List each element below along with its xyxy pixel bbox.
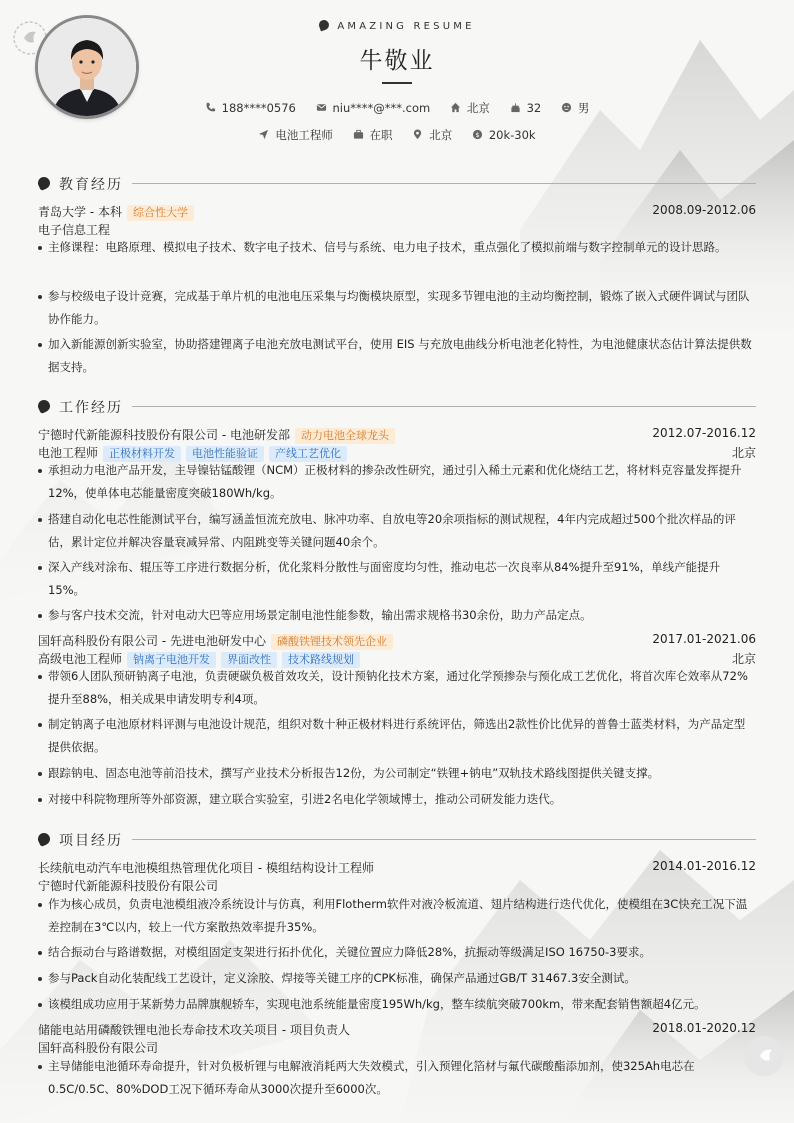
company-tag: 磷酸铁锂技术领先企业 [271,634,393,650]
status-item: 在职 [353,127,393,143]
section-divider [132,183,756,184]
svg-text:$: $ [475,130,480,139]
section-divider [132,839,756,840]
skill-tag: 界面改性 [221,652,277,668]
face-icon [561,102,572,113]
ink-blot-icon [36,831,52,847]
gender-item: 男 [561,100,590,116]
list-item: 参与Pack自动化装配线工艺设计，定义涂胶、焊接等关键工序的CPK标准，确保产品通过GB/T 31467.3安全测试。 [38,967,756,990]
education-section-header: 教育经历 [38,174,756,194]
location-icon [412,129,423,140]
job-city: 北京 [731,652,756,666]
phone-item: 188****0576 [205,101,296,115]
job-heading: 宁德时代新能源科技股份有限公司 - 电池研发部 动力电池全球龙头 2012.07-2016.12 [38,426,756,442]
mail-icon [316,102,327,113]
list-item: 该模组成功应用于某新势力品牌旗舰轿车，实现电池系统能量密度195Wh/kg，整车续航突破700km，带来配套销售额超4亿元。 [38,993,756,1016]
position-item: 电池工程师 [258,127,333,143]
education-period: 2008.09-2012.06 [652,203,756,217]
project-company: 宁德时代新能源科技股份有限公司 [38,879,219,893]
list-item: 参与客户技术交流，针对电动大巴等应用场景定制电池性能参数，输出需求规格书30余份，助力产品定点。 [38,604,756,627]
intent-city-item: 北京 [412,127,452,143]
name-divider [382,82,412,84]
education-heading: 青岛大学 - 本科 综合性大学 2008.09-2012.06 [38,203,756,219]
list-item: 跟踪钠电、固态电池等前沿技术，撰写产业技术分析报告12份，为公司制定“铁锂+钠电”双轨技术路线图提供关键支撑。 [38,762,756,785]
contact-row [0,100,794,116]
skill-tag: 电池性能验证 [186,446,264,462]
skill-tag: 产线工艺优化 [269,446,347,462]
list-item: 参与校级电子设计竞赛，完成基于单片机的电池电压采集与均衡模块原型，实现多节锂电池的主动均衡控制，锻炼了嵌入式硬件调试与团队协作能力。 [38,285,756,331]
city-item: 北京 [450,100,490,116]
job-role-row: 电池工程师 正极材料开发 电池性能验证 产线工艺优化 北京 [38,446,756,460]
ink-blot-icon [36,175,52,191]
project-period: 2014.01-2016.12 [652,859,756,873]
skill-tag: 正极材料开发 [103,446,181,462]
work-section-header: 工作经历 [38,397,756,417]
list-item: 主导储能电池循环寿命提升，针对负极析锂与电解液消耗两大失效模式，引入预锂化箔材与氟代碳酸酯添加剂，使325Ah电芯在0.5C/0.5C、80%DOD工况下循环寿命从3000次提升至6000次。 [38,1055,756,1101]
briefcase-icon [353,129,364,140]
project-company: 国轩高科股份有限公司 [38,1041,159,1055]
project-heading: 储能电站用磷酸铁锂电池长寿命技术攻关项目 - 项目负责人 2018.01-2020.12 [38,1021,756,1037]
cake-icon [510,102,521,113]
education-major: 电子信息工程 [38,223,111,237]
job-intent-row [0,127,794,143]
list-item: 搭建自动化电芯性能测试平台，编写涵盖恒流充放电、脉冲功率、自放电等20余项指标的测试规程，4年内完成超过500个批次样品的评估，累计定位并解决容量衰减异常、内阻跳变等关键问题40余个。 [38,508,756,554]
project-period: 2018.01-2020.12 [652,1021,756,1035]
section-divider [132,406,756,407]
list-item: 主修课程：电路原理、模拟电子技术、数字电子技术、信号与系统、电力电子技术，重点强化了模拟前端与数字控制单元的设计思路。 [38,236,756,259]
list-item: 作为核心成员，负责电池模组液冷系统设计与仿真，利用Flotherm软件对液冷板流道、翅片结构进行迭代优化，使模组在3C快充工况下温差控制在3℃以内，较上一代方案散热效率提升35%。 [38,893,756,939]
person-name: 牛敬业 [359,48,435,74]
list-item: 制定钠离子电池原材料评测与电池设计规范，组织对数十种正极材料进行系统评估，筛选出2款性价比优异的普鲁士蓝类材料，为产品定型提供依据。 [38,713,756,759]
project-section-header: 项目经历 [38,830,756,850]
list-item: 结合振动台与路谱数据，对模组固定支架进行拓扑优化，关键位置应力降低28%，抗振动等级满足ISO 16750-3要求。 [38,941,756,964]
list-item: 带领6人团队预研钠离子电池，负责硬碳负极首效攻关，设计预钠化技术方案，通过化学预掺杂与预化成工艺优化，将首次库仑效率从72%提升至88%，相关成果申请发明专利4项。 [38,665,756,711]
brand-title: AMAZING RESUME [0,20,794,32]
ink-drop-icon [318,19,331,32]
job-period: 2017.01-2021.06 [652,632,756,646]
ink-blot-icon [36,398,52,414]
list-item: 对接中科院物理所等外部资源，建立联合实验室，引进2名电化学领域博士，推动公司研发能力迭代。 [38,788,756,811]
money-icon [472,129,483,140]
project-heading: 长续航电动汽车电池模组热管理优化项目 - 模组结构设计工程师 2014.01-2016.12 [38,859,756,875]
skill-tag: 技术路线规划 [282,652,360,668]
school-tag: 综合性大学 [127,205,194,221]
email-item: niu****@***.com [316,101,431,115]
list-item: 承担动力电池产品开发，主导镍钴锰酸锂（NCM）正极材料的掺杂改性研究，通过引入稀土元素和优化烧结工艺，将材料克容量发挥提升12%，使单体电芯能量密度突破180Wh/kg。 [38,459,756,505]
job-heading: 国轩高科股份有限公司 - 先进电池研发中心 磷酸铁锂技术领先企业 2017.01-2021.06 [38,632,756,648]
salary-item: $ 20k-30k [472,128,536,142]
age-item: 32 [510,101,542,115]
home-icon [450,102,461,113]
skill-tag: 钠离子电池开发 [127,652,216,668]
job-role-row: 高级电池工程师 钠离子电池开发 界面改性 技术路线规划 北京 [38,652,756,666]
phone-icon [205,102,216,113]
job-city: 北京 [731,446,756,460]
list-item: 深入产线对涂布、辊压等工序进行数据分析，优化浆料分散性与面密度均匀性，推动电芯一次良率从84%提升至91%，单线产能提升15%。 [38,556,756,602]
send-icon [258,129,269,140]
company-tag: 动力电池全球龙头 [295,428,395,444]
job-period: 2012.07-2016.12 [652,426,756,440]
list-item: 加入新能源创新实验室，协助搭建锂离子电池充放电测试平台，使用 EIS 与充放电曲线分析电池老化特性，为电池健康状态估计算法提供数据支持。 [38,333,756,379]
